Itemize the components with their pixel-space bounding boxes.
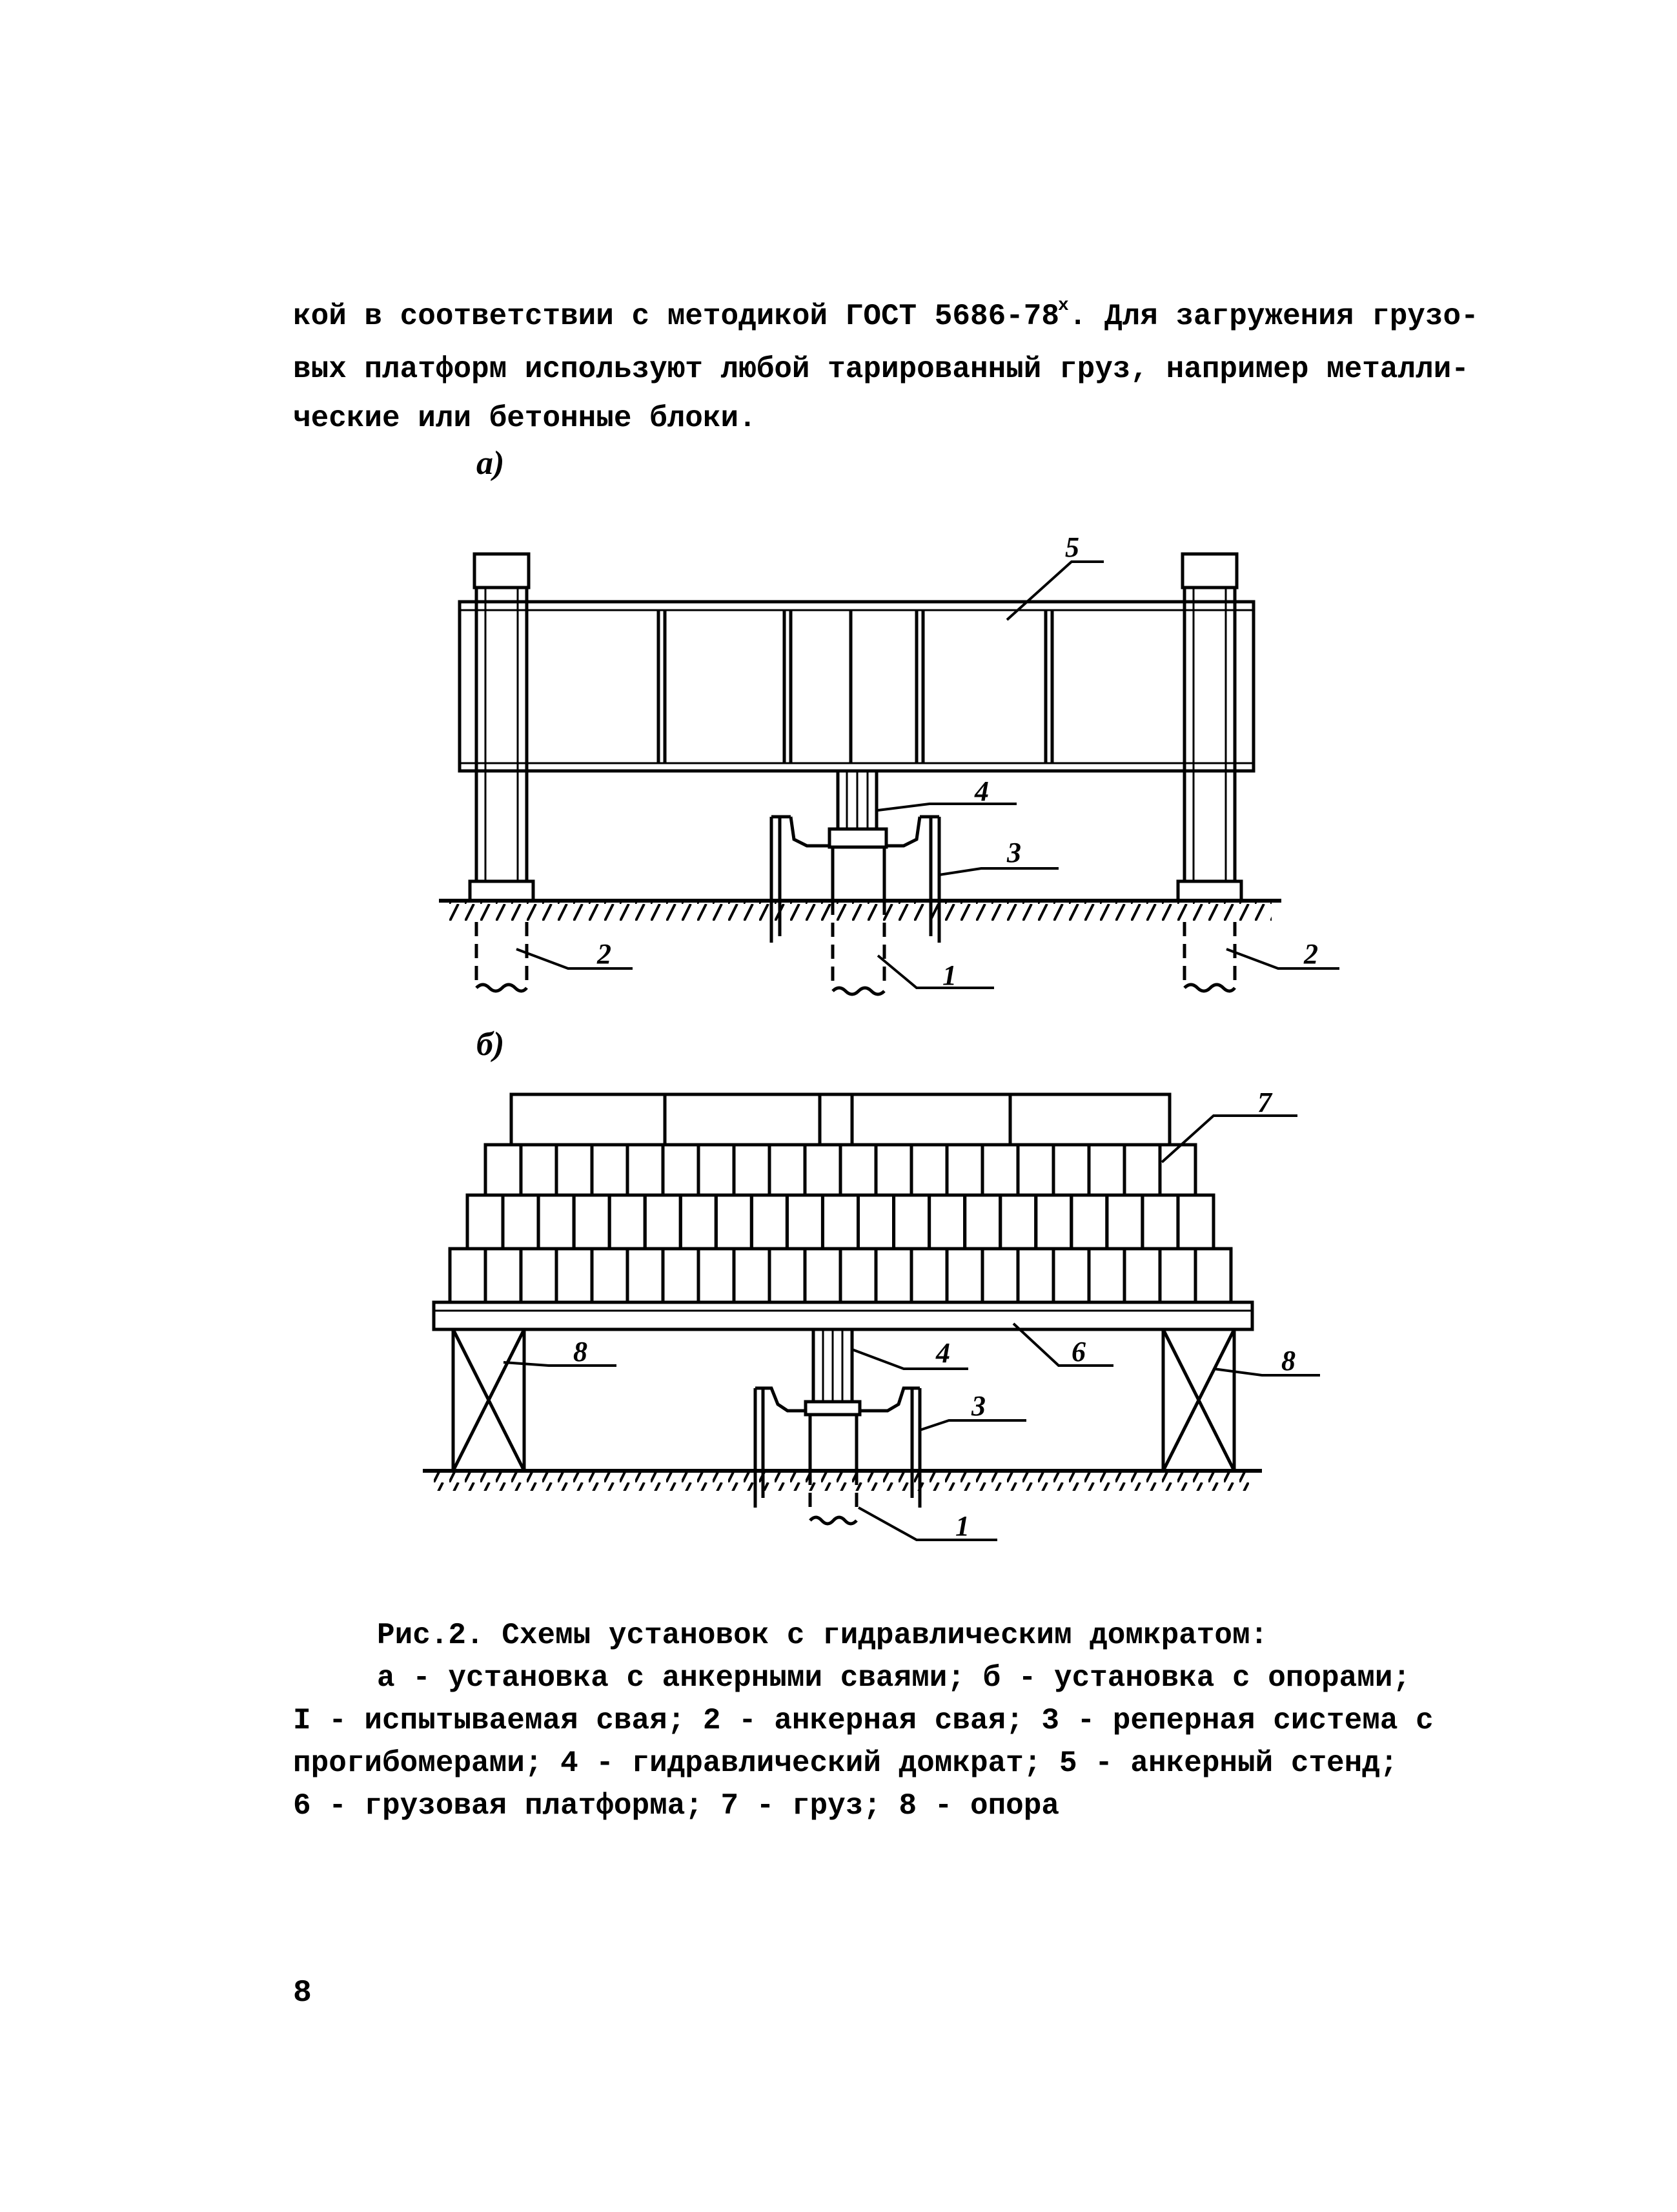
weight-block: [663, 1145, 698, 1195]
callout-b-4: 4: [936, 1337, 950, 1369]
page-number: 8: [293, 1976, 312, 2011]
caption-line-4: прогибомерами; 4 - гидравлический домкрат; 5 - анкерный стенд;: [293, 1746, 1398, 1780]
callout-b-8-right: 8: [1281, 1345, 1296, 1377]
weight-block: [787, 1195, 822, 1249]
weight-block: [1089, 1249, 1124, 1302]
drawing-b-supports: [423, 1094, 1320, 1540]
weight-block: [592, 1145, 627, 1195]
weight-block: [930, 1195, 965, 1249]
weight-block: [467, 1195, 503, 1249]
weight-block: [859, 1195, 894, 1249]
caption-line-5: 6 - грузовая платформа; 7 - груз; 8 - опора: [293, 1789, 1059, 1823]
weight-block: [1089, 1145, 1124, 1195]
callout-a-5: 5: [1065, 531, 1079, 563]
weight-block: [982, 1145, 1018, 1195]
weight-block: [894, 1195, 930, 1249]
weight-block: [1053, 1145, 1089, 1195]
weight-block: [609, 1195, 645, 1249]
drawing-a-anchor-piles: [439, 554, 1339, 994]
weight-block: [663, 1249, 698, 1302]
weight-block: [521, 1145, 556, 1195]
weight-block: [1143, 1195, 1178, 1249]
weight-block: [521, 1249, 556, 1302]
intro-line-3: ческие или бетонные блоки.: [293, 402, 757, 435]
figure-label-b: б): [476, 1026, 505, 1063]
weight-block: [734, 1249, 769, 1302]
weight-block: [982, 1249, 1018, 1302]
weight-block: [1018, 1145, 1053, 1195]
weight-block: [876, 1145, 911, 1195]
weight-block: [716, 1195, 751, 1249]
weight-block: [1160, 1249, 1195, 1302]
weight-block: [751, 1195, 787, 1249]
weight-block: [1107, 1195, 1143, 1249]
weight-block: [698, 1145, 734, 1195]
figure-label-a: а): [476, 445, 505, 482]
intro-line-2: вых платформ используют любой тарированный груз, например металли-: [293, 353, 1469, 386]
callout-b-1: 1: [955, 1510, 970, 1542]
callout-a-2-left: 2: [597, 938, 611, 970]
weight-block: [734, 1145, 769, 1195]
weight-block: [645, 1195, 680, 1249]
weight-block: [769, 1145, 805, 1195]
weight-block: [1001, 1195, 1036, 1249]
weight-block: [627, 1145, 663, 1195]
weight-block: [538, 1195, 574, 1249]
caption-line-3: I - испытываемая свая; 2 - анкерная свая; 3 - реперная система с: [293, 1704, 1434, 1737]
callout-b-8-left: 8: [573, 1336, 587, 1367]
weight-block: [911, 1249, 947, 1302]
weight-block: [840, 1249, 876, 1302]
weight-block: [574, 1195, 609, 1249]
callout-a-1: 1: [942, 959, 957, 991]
weight-block: [911, 1145, 947, 1195]
weight-block: [947, 1145, 982, 1195]
weight-block: [876, 1249, 911, 1302]
weight-block: [1036, 1195, 1072, 1249]
superscript-x: x: [1058, 296, 1069, 316]
callout-a-3: 3: [1007, 837, 1021, 868]
weight-block: [1124, 1249, 1160, 1302]
weight-block: [627, 1249, 663, 1302]
weight-block: [1124, 1145, 1160, 1195]
callout-a-2-right: 2: [1304, 938, 1318, 970]
callout-b-3: 3: [971, 1390, 986, 1422]
weight-block: [485, 1249, 521, 1302]
callout-a-4: 4: [975, 775, 989, 807]
weight-block: [485, 1145, 521, 1195]
weight-block: [965, 1195, 1001, 1249]
weight-block: [1072, 1195, 1107, 1249]
caption-line-2: а - установка с анкерными сваями; б - установка с опорами;: [377, 1661, 1411, 1695]
weight-block: [947, 1249, 982, 1302]
intro-line-1: кой в соответствии с методикой ГОСТ 5686-78$^x$. Для загружения грузо-: [293, 296, 1479, 333]
weight-block: [823, 1195, 859, 1249]
weight-block: [1178, 1195, 1214, 1249]
weight-block: [805, 1249, 840, 1302]
weight-block: [769, 1249, 805, 1302]
weight-block: [503, 1195, 538, 1249]
weight-block: [592, 1249, 627, 1302]
figure-caption: [293, 1614, 1434, 1827]
callout-b-6: 6: [1072, 1336, 1086, 1367]
weight-block: [450, 1249, 485, 1302]
weight-block: [1053, 1249, 1089, 1302]
weight-block: [680, 1195, 716, 1249]
callout-b-7: 7: [1257, 1087, 1272, 1118]
weight-block: [840, 1145, 876, 1195]
weight-block: [698, 1249, 734, 1302]
weight-block: [556, 1249, 592, 1302]
caption-title: Рис.2. Схемы установок с гидравлическим домкратом:: [377, 1619, 1268, 1652]
weight-block: [1195, 1249, 1231, 1302]
weight-block: [805, 1145, 840, 1195]
weight-block: [1018, 1249, 1053, 1302]
weight-block: [1160, 1145, 1195, 1195]
weight-block: [556, 1145, 592, 1195]
